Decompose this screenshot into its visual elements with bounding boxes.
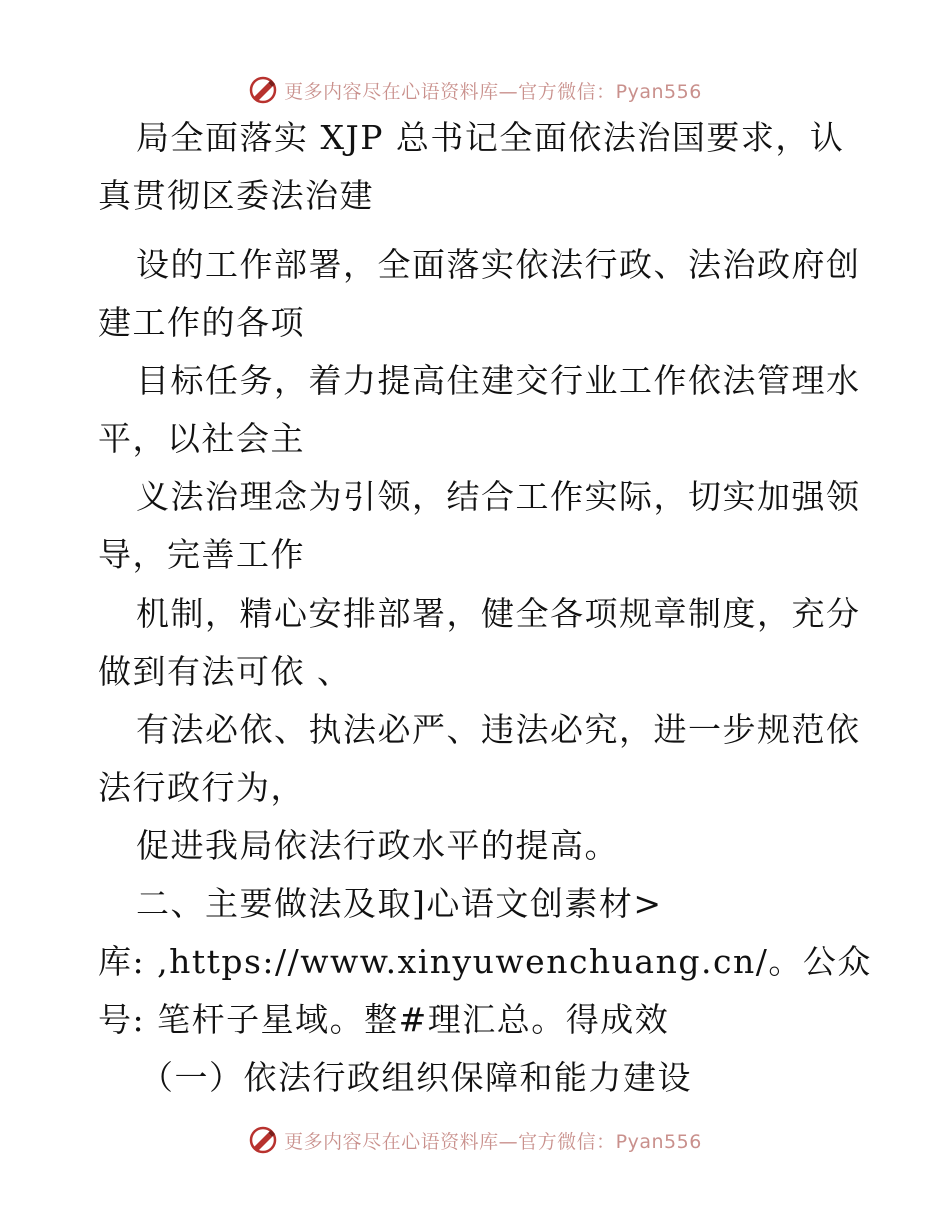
pen-logo-icon: [248, 75, 278, 105]
body-line: 法行政行为，: [98, 768, 305, 807]
body-line: 设的工作部署，全面落实依法行政、法治政府创: [136, 245, 861, 284]
body-line: 机制，精心安排部署，健全各项规章制度，充分: [136, 594, 861, 633]
body-line: 导，完善工作: [98, 535, 305, 574]
subsection-heading: （一）依法行政组织保障和能力建设: [140, 1058, 692, 1097]
body-line: 平，以社会主: [98, 419, 305, 458]
body-line: 建工作的各项: [98, 303, 305, 342]
body-line: 局全面落实 XJP 总书记全面依法治国要求，认: [136, 118, 845, 157]
body-line: 有法必依、执法必严、违法必究，进一步规范依: [136, 710, 861, 749]
footer-watermark-text: 更多内容尽在心语资料库—官方微信：Pyan556: [284, 1130, 702, 1153]
body-line: 义法治理念为引领，结合工作实际，切实加强领: [136, 477, 861, 516]
body-line: 做到有法可依 、: [98, 652, 352, 691]
header-watermark: [0, 70, 950, 110]
footer-watermark: [0, 1120, 950, 1160]
body-line: 促进我局依法行政水平的提高。: [136, 826, 619, 865]
body-line: 号: 笔杆子星域。整#理汇总。得成效: [98, 1000, 670, 1039]
body-line: 库: ,https://www.xinyuwenchuang.cn/。公众: [98, 942, 872, 981]
body-line: 目标任务，着力提高住建交行业工作依法管理水: [136, 361, 861, 400]
body-line: 真贯彻区委法治建: [98, 176, 374, 215]
pen-logo-icon: [248, 1125, 278, 1155]
header-watermark-text: 更多内容尽在心语资料库—官方微信：Pyan556: [284, 80, 702, 103]
section-heading: 二、主要做法及取]心语文创素材>: [136, 884, 663, 923]
